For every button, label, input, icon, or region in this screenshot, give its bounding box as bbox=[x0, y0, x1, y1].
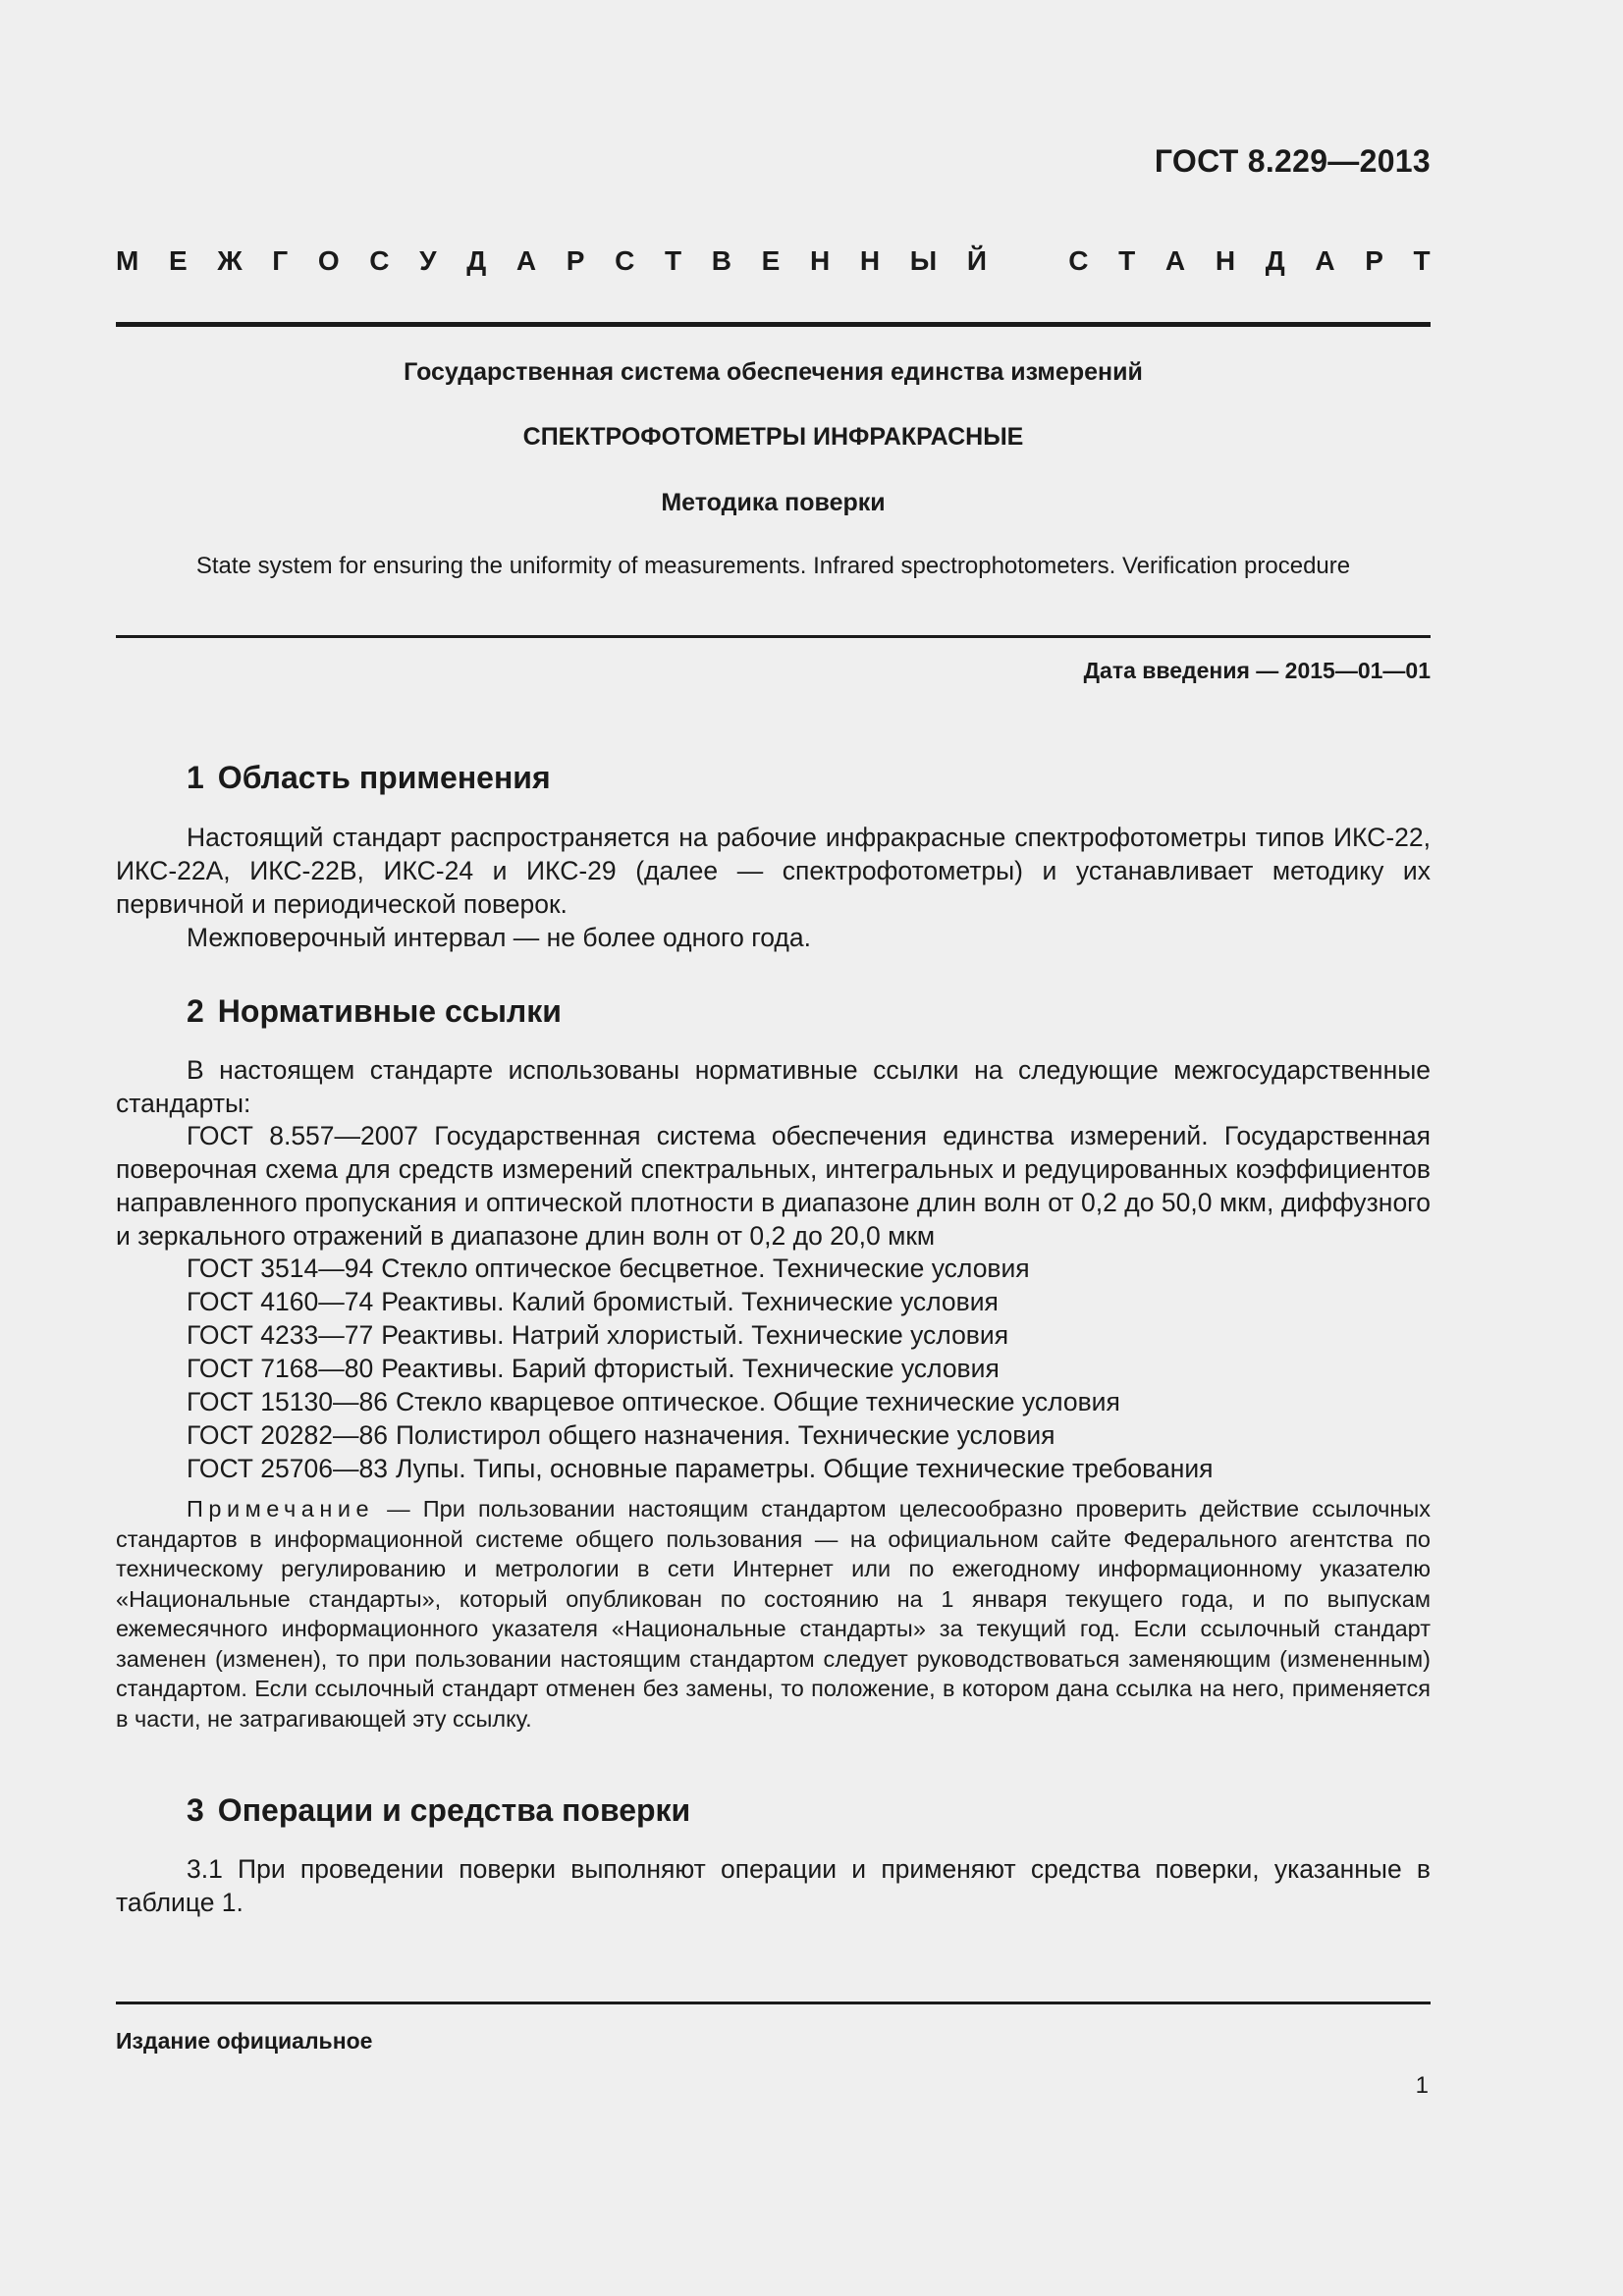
standard-title-letter: Р bbox=[1365, 245, 1383, 276]
standard-title-letter: Е bbox=[168, 245, 188, 276]
section-title: Область применения bbox=[217, 760, 551, 795]
edition-label: Издание официальное bbox=[116, 2028, 373, 2054]
reference-code: ГОСТ 4160—74 bbox=[187, 1287, 374, 1316]
product-title: СПЕКТРОФОТОМЕТРЫ ИНФРАКРАСНЫЕ bbox=[522, 423, 1024, 451]
standard-title-letter: Н bbox=[1215, 245, 1236, 276]
standard-title-letter: Ы bbox=[909, 245, 938, 276]
normative-reference bbox=[187, 1352, 1000, 1385]
standard-type-heading bbox=[116, 245, 1431, 277]
section-number: 1 bbox=[187, 760, 204, 795]
paragraph bbox=[116, 1852, 1431, 1919]
reference-code: ГОСТ 20282—86 bbox=[187, 1420, 388, 1450]
reference-text: Лупы. Типы, основные параметры. Общие технические требования bbox=[395, 1454, 1214, 1483]
paragraph bbox=[116, 921, 1431, 954]
paragraph bbox=[116, 821, 1431, 921]
reference-text: Стекло кварцевое оптическое. Общие технические условия bbox=[395, 1387, 1120, 1416]
standard-title-letter: Й bbox=[966, 245, 987, 276]
title-divider bbox=[116, 635, 1431, 638]
paragraph-text: Межповерочный интервал — не более одного года. bbox=[187, 923, 811, 952]
note-label: Примечание bbox=[187, 1496, 375, 1522]
standard-title-letter: О bbox=[317, 245, 340, 276]
standard-title-letter: Д bbox=[466, 245, 487, 276]
normative-reference bbox=[187, 1418, 1055, 1452]
section-number: 2 bbox=[187, 993, 204, 1029]
paragraph-text: Настоящий стандарт распространяется на рабочие инфракрасные спектрофотометры типов ИКС-22, ИКС-22А, ИКС-22В, ИКС-24 и ИКС-29 (далее — спектрофотометры) и устанавливает методику их первичной и периодической поверок. bbox=[116, 823, 1431, 919]
standard-title-letter: С bbox=[369, 245, 390, 276]
section-heading bbox=[187, 760, 551, 796]
section-heading bbox=[187, 993, 562, 1030]
reference-text: Реактивы. Калий бромистый. Технические условия bbox=[381, 1287, 999, 1316]
standard-title-letter: Т bbox=[664, 245, 682, 276]
standard-title-letter: С bbox=[1068, 245, 1089, 276]
introduction-date: Дата введения — 2015—01—01 bbox=[1083, 658, 1431, 683]
standard-title-letter: Т bbox=[1118, 245, 1136, 276]
normative-reference bbox=[116, 1119, 1431, 1253]
paragraph bbox=[116, 1053, 1431, 1120]
document-code: ГОСТ 8.229—2013 bbox=[1154, 143, 1431, 179]
reference-code: ГОСТ 15130—86 bbox=[187, 1387, 388, 1416]
standard-title-letter: В bbox=[711, 245, 731, 276]
standard-title-letter: Ж bbox=[217, 245, 243, 276]
paragraph-text: 3.1 При проведении поверки выполняют операции и применяют средства поверки, указанные в таблице 1. bbox=[116, 1854, 1431, 1917]
standard-title-letter: Т bbox=[1413, 245, 1431, 276]
reference-code: ГОСТ 25706—83 bbox=[187, 1454, 388, 1483]
reference-text: Стекло оптическое бесцветное. Технические условия bbox=[381, 1254, 1030, 1283]
system-title: Государственная система обеспечения единства измерений bbox=[404, 358, 1143, 386]
standard-title-letter: Р bbox=[566, 245, 585, 276]
english-title: State system for ensuring the uniformity of measurements. Infrared spectrophotometers. Verification procedure bbox=[195, 553, 1351, 579]
section-title: Операции и средства поверки bbox=[217, 1792, 691, 1828]
standard-title-letter: Н bbox=[809, 245, 831, 276]
reference-code: ГОСТ 4233—77 bbox=[187, 1320, 374, 1350]
normative-reference bbox=[187, 1252, 1030, 1285]
reference-text: Реактивы. Барий фтористый. Технические условия bbox=[381, 1354, 1000, 1383]
normative-reference bbox=[187, 1385, 1120, 1418]
paragraph-text: В настоящем стандарте использованы нормативные ссылки на следующие межгосударственные стандарты: bbox=[116, 1055, 1431, 1118]
section-heading bbox=[187, 1792, 690, 1829]
standard-title-letter: А bbox=[515, 245, 537, 276]
standard-title-letter: У bbox=[419, 245, 437, 276]
standard-title-letter: Г bbox=[272, 245, 289, 276]
reference-text: ГОСТ 8.557—2007 Государственная система обеспечения единства измерений. Государственная поверочная схема для средств измерений спектральных, интегральных и редуцированных коэффициентов направленного пропускания и оптической плотности в диапазоне длин волн от 0,2 до 50,0 мкм, диффузного и зеркального отражений в диапазоне длин волн от 0,2 до 20,0 мкм bbox=[116, 1121, 1431, 1251]
reference-code: ГОСТ 7168—80 bbox=[187, 1354, 374, 1383]
standard-title-letter: Д bbox=[1265, 245, 1285, 276]
header-divider bbox=[116, 322, 1431, 327]
normative-reference bbox=[187, 1452, 1213, 1485]
footer-divider bbox=[116, 2002, 1431, 2004]
standard-title-letter: А bbox=[1315, 245, 1335, 276]
reference-text: Реактивы. Натрий хлористый. Технические условия bbox=[381, 1320, 1009, 1350]
normative-reference bbox=[187, 1285, 999, 1318]
reference-text: Полистирол общего назначения. Технические условия bbox=[395, 1420, 1055, 1450]
section-title: Нормативные ссылки bbox=[217, 993, 562, 1029]
standard-title-letter: Е bbox=[761, 245, 781, 276]
reference-code: ГОСТ 3514—94 bbox=[187, 1254, 374, 1283]
standard-title-letter: М bbox=[116, 245, 139, 276]
standard-title-letter: Н bbox=[859, 245, 881, 276]
normative-reference bbox=[187, 1318, 1008, 1352]
method-title: Методика поверки bbox=[661, 489, 886, 516]
standard-title-letter: А bbox=[1164, 245, 1186, 276]
note bbox=[116, 1494, 1431, 1734]
standard-title-letter: С bbox=[615, 245, 635, 276]
page-number: 1 bbox=[1415, 2072, 1429, 2099]
note-text: — При пользовании настоящим стандартом целесообразно проверить действие ссылочных стандартов в информационной системе общего пользования — на официальном сайте Федерального агентства по техническому регулированию и метрологии в сети Интернет или по ежегодному информационному указателю «Национальные стандарты», который опубликован по состоянию на 1 января текущего года, и по выпускам ежемесячного информационного указателя «Национальные стандарты» за текущий год. Если ссылочный стандарт заменен (изменен), то при пользовании настоящим стандартом следует руководствоваться заменяющим (измененным) стандартом. Если ссылочный стандарт отменен без замены, то положение, в котором дана ссылка на него, применяется в части, не затрагивающей эту ссылку. bbox=[116, 1496, 1431, 1732]
section-number: 3 bbox=[187, 1792, 204, 1828]
